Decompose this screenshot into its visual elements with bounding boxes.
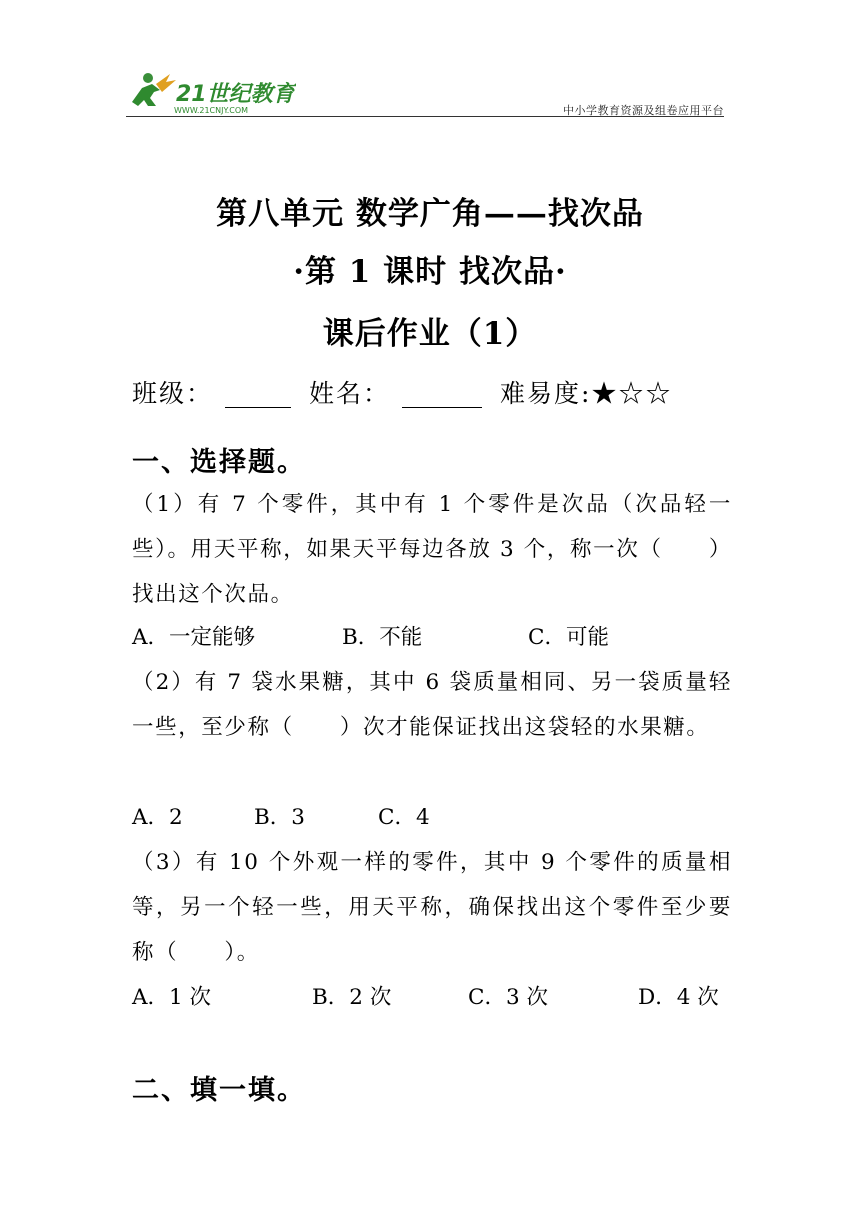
- option-c[interactable]: C．可能: [528, 625, 609, 650]
- name-label: 姓名：: [309, 379, 391, 408]
- question-1: （1）有 7 个零件，其中有 1 个零件是次品（次品轻一些）。用天平称，如果天平每边各放 3 个，称一次（ ）找出这个次品。: [132, 492, 732, 607]
- page-header: [126, 68, 724, 118]
- difficulty-label: 难易度:: [500, 379, 592, 408]
- student-info-row: [132, 374, 672, 410]
- option-b[interactable]: B．不能: [342, 625, 423, 650]
- section-fill-heading: 二、填一填。: [132, 1075, 306, 1106]
- option-c[interactable]: C．3 次: [468, 985, 548, 1010]
- lesson-title: ·第 1 课时 找次品·: [293, 254, 567, 290]
- option-a[interactable]: A．1 次: [132, 985, 212, 1010]
- logo-url: WWW.21CNJY.COM: [174, 106, 249, 115]
- class-label: 班级：: [132, 379, 214, 408]
- logo-text: 21世纪教育: [176, 82, 295, 107]
- option-b[interactable]: B．2 次: [312, 985, 392, 1010]
- option-d[interactable]: D．4 次: [638, 985, 719, 1010]
- unit-title: 第八单元 数学广角——找次品: [216, 196, 644, 232]
- difficulty-stars: ★☆☆: [591, 379, 673, 408]
- question-3: （3）有 10 个外观一样的零件，其中 9 个零件的质量相等，另一个轻一些，用天平称，确保找出这个零件至少要称（ ）。: [132, 850, 732, 965]
- option-b[interactable]: B．3: [254, 805, 305, 830]
- option-c[interactable]: C．4: [378, 805, 430, 830]
- option-a[interactable]: A．一定能够: [132, 625, 256, 650]
- section-choice-heading: 一、选择题。: [132, 447, 306, 478]
- homework-title: 课后作业（1）: [322, 316, 538, 352]
- option-a[interactable]: A．2: [132, 805, 183, 830]
- site-logo: [126, 68, 296, 116]
- header-divider: [126, 116, 724, 117]
- header-tagline: 中小学教育资源及组卷应用平台: [563, 104, 724, 117]
- question-2: （2）有 7 袋水果糖，其中 6 袋质量相同、另一袋质量轻一些，至少称（ ）次才能保证找出这袋轻的水果糖。: [132, 670, 732, 740]
- name-blank[interactable]: [402, 383, 482, 408]
- class-blank[interactable]: [225, 383, 291, 408]
